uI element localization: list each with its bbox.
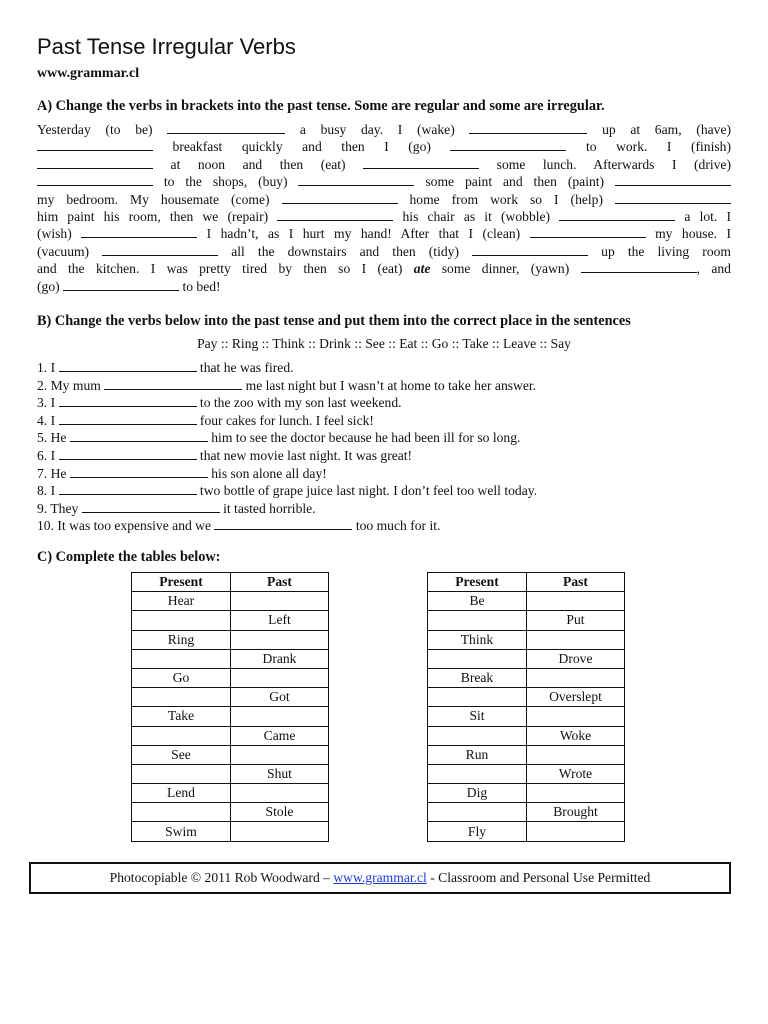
table-row [428,630,625,649]
header-present: Present [428,573,527,592]
paragraph-text: (go) [37,278,64,294]
table-row [132,803,329,822]
paragraph-line [37,278,731,295]
present-cell: Go [132,668,231,687]
answer-blank[interactable] [59,447,197,460]
table-row [428,649,625,668]
table-row [428,688,625,707]
answer-blank[interactable] [37,138,153,151]
sentence-end: me last night but I wasn’t at home to take her answer. [242,377,537,393]
answer-cell[interactable] [527,745,625,764]
table-row [428,803,625,822]
answer-blank[interactable] [70,429,208,442]
table-row [428,707,625,726]
present-cell: Dig [428,784,527,803]
header-past: Past [527,573,625,592]
answer-blank[interactable] [282,191,398,204]
present-cell: Lend [132,784,231,803]
sentence-start: 8. I [37,483,59,499]
paragraph-line [37,243,731,260]
past-cell: Shut [231,764,329,783]
sentence-start: 9. They [37,500,82,516]
answer-cell[interactable] [428,803,527,822]
section-b-heading: B) Change the verbs below into the past tense and put them into the correct place in the sentences [37,313,631,329]
past-cell: Got [231,688,329,707]
sentence-end: his son alone all day! [207,465,327,481]
paragraph-text: , and [696,261,731,277]
table-row [428,592,625,611]
answer-cell[interactable] [231,822,329,841]
website-label: www.grammar.cl [37,66,140,81]
answer-blank[interactable] [167,121,285,134]
paragraph-text: a lot. I [675,208,731,224]
answer-cell[interactable] [231,668,329,687]
paragraph-text: some dinner, (yawn) [430,261,581,277]
answer-blank[interactable] [59,482,197,495]
answer-cell[interactable] [132,764,231,783]
table-row [428,745,625,764]
footer-usage: - Classroom and Personal Use Permitted [426,870,651,885]
sentence-start: 4. I [37,412,59,428]
paragraph-text: breakfast quickly and then I (go) [153,139,451,155]
paragraph-text: some lunch. Afterwards I (drive) [479,156,731,172]
footer [29,862,731,894]
past-cell: Put [527,611,625,630]
table-row [428,822,625,841]
table-row [428,784,625,803]
paragraph-text: him paint his room, then we (repair) [37,208,278,224]
answer-blank[interactable] [450,138,566,151]
answer-blank[interactable] [581,260,697,273]
sentence-end: too much for it. [352,518,441,534]
table-row [132,764,329,783]
answer-cell[interactable] [132,688,231,707]
sentence-item [37,359,537,377]
answer-blank[interactable] [559,208,675,221]
table-row [428,726,625,745]
table-header-row [428,573,625,592]
past-cell: Wrote [527,764,625,783]
paragraph-text: to the shops, (buy) [153,174,299,190]
sentence-end: to the zoo with my son last weekend. [196,395,402,411]
answer-cell[interactable] [231,630,329,649]
paragraph-text: up the living room [588,243,731,259]
answer-cell[interactable] [428,764,527,783]
sentence-item [37,412,537,430]
present-cell: Sit [428,707,527,726]
paragraph-text: his chair as it (wobble) [393,208,560,224]
present-cell: Be [428,592,527,611]
present-cell: Ring [132,630,231,649]
answer-cell[interactable] [231,592,329,611]
sentence-item [37,465,537,483]
table-row [132,649,329,668]
answer-blank[interactable] [298,173,414,186]
past-cell: Drove [527,649,625,668]
paragraph-line [37,225,731,242]
answer-blank[interactable] [102,243,218,256]
answer-cell[interactable] [527,668,625,687]
answer-cell[interactable] [132,726,231,745]
table-row [132,592,329,611]
table-row [428,668,625,687]
present-cell: Fly [428,822,527,841]
table-row [132,726,329,745]
sentence-end: four cakes for lunch. I feel sick! [196,412,374,428]
answer-cell[interactable] [527,784,625,803]
footer-copyright: Photocopiable © 2011 Rob Woodward – [109,870,334,885]
present-cell: Take [132,707,231,726]
paragraph-text: and the kitchen. I was pretty tired by then so I (eat) [37,261,414,277]
paragraph-text: at noon and then (eat) [153,156,364,172]
example-answer: ate [413,261,431,277]
answer-cell[interactable] [428,611,527,630]
paragraph-text: some paint and then (paint) [414,174,615,190]
answer-cell[interactable] [527,592,625,611]
paragraph-text: I hadn’t, as I hurt my hand! After that I (clean) [197,226,530,242]
answer-blank[interactable] [70,465,208,478]
answer-blank[interactable] [59,412,197,425]
paragraph-text: to bed! [179,278,221,294]
paragraph-text: to work. I (finish) [566,139,731,155]
answer-cell[interactable] [428,649,527,668]
table-row [428,764,625,783]
sentence-list [37,359,537,535]
paragraph-line [37,156,731,173]
footer-link[interactable]: www.grammar.cl [333,870,427,885]
sentence-start: 1. I [37,360,59,375]
answer-blank[interactable] [472,243,588,256]
table-row [132,668,329,687]
sentence-end: two bottle of grape juice last night. I don’t feel too well today. [196,483,538,499]
table-row [132,707,329,726]
answer-blank[interactable] [615,191,731,204]
table-row [428,611,625,630]
page-title: Past Tense Irregular Verbs [37,34,296,59]
section-a-heading: A) Change the verbs in brackets into the past tense. Some are regular and some are irregular. [37,98,605,114]
sentence-end: it tasted horrible. [219,500,316,516]
sentence-item [37,429,537,447]
past-cell: Drank [231,649,329,668]
answer-blank[interactable] [104,377,242,390]
sentence-start: 2. My mum [37,377,105,393]
present-cell: Run [428,745,527,764]
answer-cell[interactable] [231,707,329,726]
answer-cell[interactable] [428,726,527,745]
paragraph-line [37,138,731,155]
sentence-item [37,482,537,500]
sentence-item [37,447,537,465]
answer-blank[interactable] [530,225,646,238]
answer-cell[interactable] [132,649,231,668]
answer-blank[interactable] [277,208,393,221]
answer-blank[interactable] [59,394,197,407]
table-row [132,745,329,764]
answer-blank[interactable] [82,500,220,513]
paragraph-line [37,121,731,138]
sentence-item [37,517,537,535]
table-header-row [132,573,329,592]
header-past: Past [231,573,329,592]
paragraph-text: (vacuum) [37,243,103,259]
past-cell: Brought [527,803,625,822]
answer-cell[interactable] [527,822,625,841]
sentence-end: him to see the doctor because he had been ill for so long. [207,430,521,446]
sentence-start: 5. He [37,430,70,446]
answer-cell[interactable] [132,611,231,630]
answer-blank[interactable] [59,359,197,372]
verb-list: Pay :: Ring :: Think :: Drink :: See :: Eat :: Go :: Take :: Leave :: Say [197,336,571,351]
paragraph-text: home from work so I (help) [397,191,615,207]
answer-blank[interactable] [214,517,352,530]
answer-blank[interactable] [363,156,479,169]
present-cell: See [132,745,231,764]
past-cell: Overslept [527,688,625,707]
table-row [132,784,329,803]
sentence-start: 3. I [37,395,59,411]
verb-table-left [131,572,329,842]
sentence-end: that new movie last night. It was great! [196,447,413,463]
paragraph-text: all the downstairs and then (tidy) [218,243,473,259]
answer-blank[interactable] [63,278,179,291]
paragraph-line [37,260,731,277]
answer-blank[interactable] [615,173,731,186]
answer-cell[interactable] [527,630,625,649]
answer-cell[interactable] [231,784,329,803]
answer-cell[interactable] [132,803,231,822]
answer-cell[interactable] [231,745,329,764]
paragraph-line [37,208,731,225]
table-row [132,630,329,649]
answer-blank[interactable] [37,173,153,186]
paragraph-line [37,173,731,190]
past-cell: Woke [527,726,625,745]
paragraph-line [37,191,731,208]
paragraph-text: (wish) [37,226,82,242]
table-row [132,822,329,841]
answer-blank[interactable] [81,225,197,238]
present-cell: Hear [132,592,231,611]
header-present: Present [132,573,231,592]
answer-cell[interactable] [428,688,527,707]
past-cell: Stole [231,803,329,822]
present-cell: Break [428,668,527,687]
table-row [132,611,329,630]
sentence-start: 10. It was too expensive and we [37,518,215,534]
paragraph-text: my bedroom. My housemate (come) [37,191,282,207]
sentence-start: 6. I [37,447,59,463]
past-cell: Left [231,611,329,630]
paragraph-text: a busy day. I (wake) [285,122,470,137]
sentence-item [37,377,537,395]
present-cell: Think [428,630,527,649]
paragraph-text: Yesterday (to be) [37,122,168,137]
table-row [132,688,329,707]
sentence-item [37,394,537,412]
answer-blank[interactable] [37,156,153,169]
answer-blank[interactable] [469,121,587,134]
paragraph-text: up at 6am, (have) [587,122,732,137]
paragraph-text: my house. I [645,226,731,242]
verb-table-right [427,572,625,842]
sentence-end: that he was fired. [196,360,294,375]
sentence-item [37,500,537,518]
present-cell: Swim [132,822,231,841]
section-c-heading: C) Complete the tables below: [37,549,221,565]
past-cell: Came [231,726,329,745]
answer-cell[interactable] [527,707,625,726]
sentence-start: 7. He [37,465,70,481]
section-a-paragraph [37,121,731,295]
